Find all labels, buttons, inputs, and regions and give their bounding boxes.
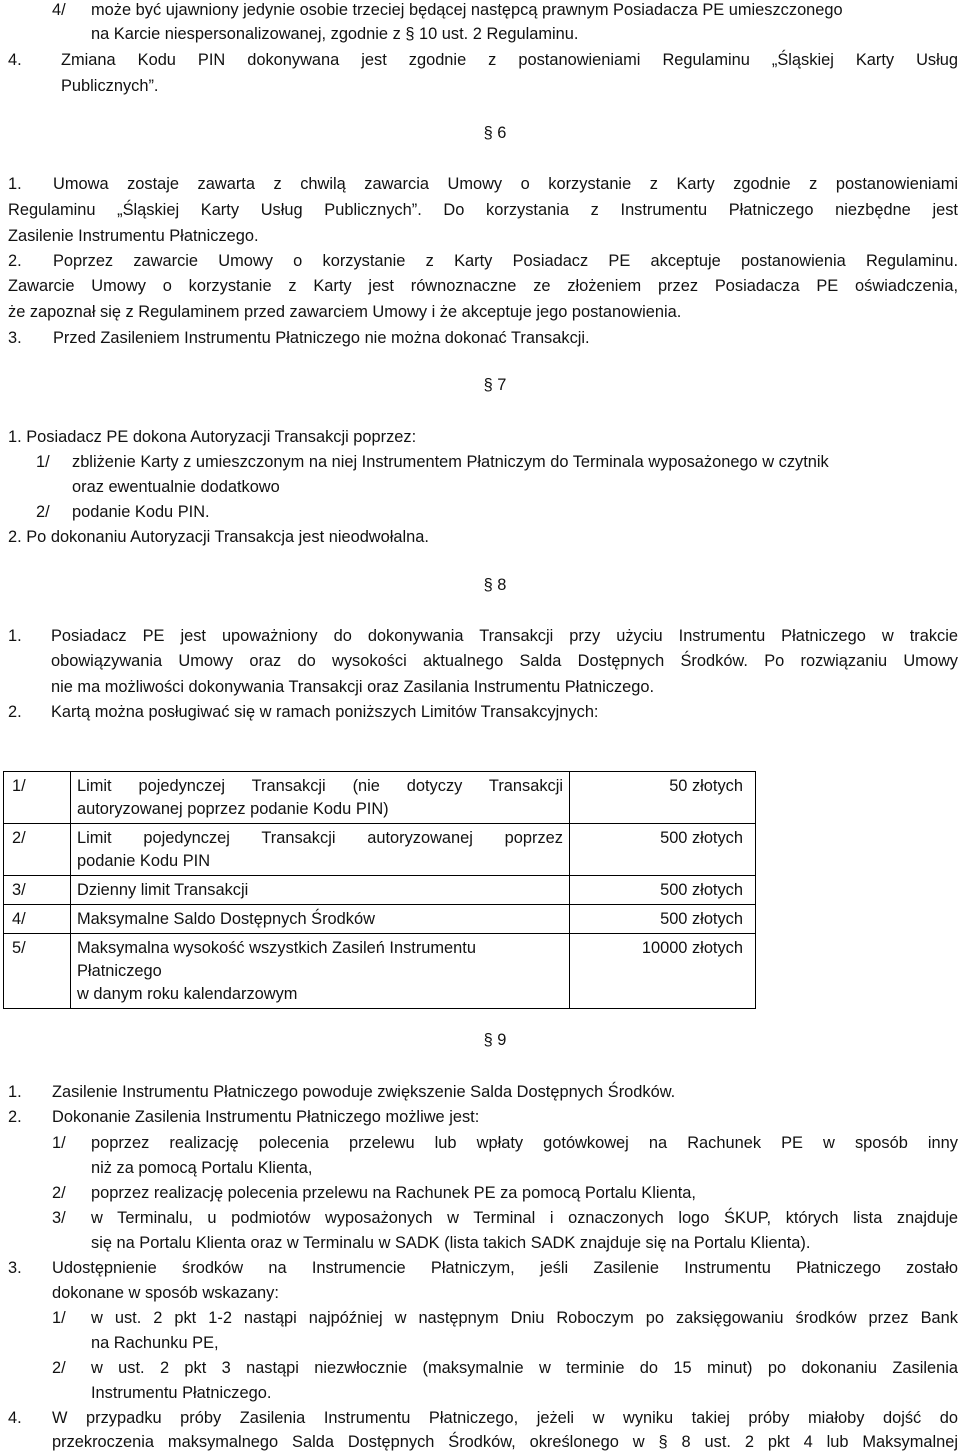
paragraph-line: się na Portalu Klienta oraz w Terminalu w SADK (lista takich SADK znajduje się na Portalu Klienta). <box>91 1234 811 1252</box>
paragraph-line: Przed Zasileniem Instrumentu Płatniczego nie można dokonać Transakcji. <box>53 329 590 347</box>
limit-value: 10000 złotych <box>570 934 756 1009</box>
limit-number: 2/ <box>4 824 71 876</box>
paragraph-line: Zasilenie Instrumentu Płatniczego. <box>8 227 259 245</box>
paragraph-line: Kartą można posługiwać się w ramach poniższych Limitów Transakcyjnych: <box>51 703 599 721</box>
paragraph-line: Udostępnienie środków na Instrumencie Płatniczym, jeśli Zasilenie Instrumentu Płatniczego zostało <box>52 1259 958 1277</box>
limit-description-line: Limit pojedynczej Transakcji (nie dotyczy Transakcji <box>77 777 563 795</box>
limit-value: 500 złotych <box>570 876 756 905</box>
item-number: 2/ <box>52 1359 66 1377</box>
item-number: 1/ <box>52 1309 66 1327</box>
item-number: 4. <box>8 1409 22 1427</box>
section-heading: § 9 <box>483 1031 507 1049</box>
item-number: 1/ <box>52 1134 66 1152</box>
paragraph-line: Umowa zostaje zawarta z chwilą zawarcia Umowy o korzystanie z Karty zgodnie z postanowieniami <box>53 175 958 193</box>
item-number: 3. <box>8 1259 22 1277</box>
item-number: 4. <box>8 51 22 69</box>
limit-description <box>71 824 570 876</box>
limit-value: 500 złotych <box>570 824 756 876</box>
paragraph-line: podanie Kodu PIN. <box>72 503 210 521</box>
limits-table <box>3 771 756 1009</box>
section-heading: § 6 <box>483 124 507 142</box>
item-number: 2. <box>8 703 22 721</box>
limit-description <box>71 772 570 824</box>
limit-number: 1/ <box>4 772 71 824</box>
table-row <box>4 824 756 876</box>
table-row <box>4 905 756 934</box>
limit-number: 5/ <box>4 934 71 1009</box>
item-number: 1/ <box>36 453 50 471</box>
paragraph-line: Dokonanie Zasilenia Instrumentu Płatniczego możliwe jest: <box>52 1108 480 1126</box>
limit-value: 50 złotych <box>570 772 756 824</box>
item-number: 1. <box>8 175 22 193</box>
limit-description-line: autoryzowanej poprzez podanie Kodu PIN) <box>77 800 389 818</box>
paragraph-line: na Karcie niespersonalizowanej, zgodnie z § 10 ust. 2 Regulaminu. <box>91 25 579 43</box>
item-number: 2. <box>8 1108 22 1126</box>
limit-description-line: Maksymalna wysokość wszystkich Zasileń Instrumentu <box>77 939 476 957</box>
item-number: 3. <box>8 329 22 347</box>
paragraph-line: Poprzez zawarcie Umowy o korzystanie z Karty Posiadacz PE akceptuje postanowienia Regulaminu. <box>53 252 958 270</box>
table-row <box>4 772 756 824</box>
paragraph-line: 2. Po dokonaniu Autoryzacji Transakcja jest nieodwołalna. <box>8 528 429 546</box>
limit-description-line: podanie Kodu PIN <box>77 852 211 870</box>
paragraph-line: Zawarcie Umowy o korzystanie z Karty jest równoznaczne ze złożeniem przez Posiadacza PE oświadczenia, <box>8 277 958 295</box>
limit-description-line: Dzienny limit Transakcji <box>77 881 249 899</box>
paragraph-line: na Rachunku PE, <box>91 1334 219 1352</box>
paragraph-line: dokonane w sposób wskazany: <box>52 1284 279 1302</box>
paragraph-line: że zapoznał się z Regulaminem przed zawarciem Umowy i że akceptuje jego postanowienia. <box>8 303 682 321</box>
item-number: 2/ <box>52 1184 66 1202</box>
paragraph-line: 1. Posiadacz PE dokona Autoryzacji Transakcji poprzez: <box>8 428 417 446</box>
limit-description <box>71 876 570 905</box>
limit-description-line: Płatniczego <box>77 962 162 980</box>
paragraph-line: W przypadku próby Zasilenia Instrumentu Płatniczego, jeżeli w wyniku takiej próby miałoby dojść do <box>52 1409 958 1427</box>
paragraph-line: oraz ewentualnie dodatkowo <box>72 478 280 496</box>
limit-description <box>71 905 570 934</box>
paragraph-line: niż za pomocą Portalu Klienta, <box>91 1159 313 1177</box>
limit-description-line: Limit pojedynczej Transakcji autoryzowanej poprzez <box>77 829 563 847</box>
table-row <box>4 876 756 905</box>
item-number: 1. <box>8 1083 22 1101</box>
limit-value: 500 złotych <box>570 905 756 934</box>
section-heading: § 7 <box>483 376 507 394</box>
limit-number: 4/ <box>4 905 71 934</box>
paragraph-line: poprzez realizację polecenia przelewu na Rachunek PE za pomocą Portalu Klienta, <box>91 1184 696 1202</box>
paragraph-line: w ust. 2 pkt 3 nastąpi niezwłocznie (maksymalnie w terminie do 15 minut) po dokonaniu Zasilenia <box>91 1359 958 1377</box>
paragraph-line: może być ujawniony jedynie osobie trzeciej będącej następcą prawnym Posiadacza PE umieszczonego <box>91 1 843 19</box>
limit-number: 3/ <box>4 876 71 905</box>
table-row <box>4 934 756 1009</box>
item-number: 2/ <box>36 503 50 521</box>
paragraph-line: w ust. 2 pkt 1-2 nastąpi najpóźniej w następnym Dniu Roboczym po zaksięgowaniu środków przez Bank <box>91 1309 958 1327</box>
limit-description-line: Maksymalne Saldo Dostępnych Środków <box>77 910 375 928</box>
paragraph-line: Posiadacz PE jest upoważniony do dokonywania Transakcji przy użyciu Instrumentu Płatniczego w trakcie <box>51 627 958 645</box>
section-heading: § 8 <box>483 576 507 594</box>
limit-description-line: w danym roku kalendarzowym <box>77 985 298 1003</box>
item-number: 3/ <box>52 1209 66 1227</box>
paragraph-line: Zmiana Kodu PIN dokonywana jest zgodnie z postanowieniami Regulaminu „Śląskiej Karty Usług <box>61 51 958 69</box>
paragraph-line: poprzez realizację polecenia przelewu lub wpłaty gotówkowej na Rachunek PE w sposób inny <box>91 1134 958 1152</box>
paragraph-line: Regulaminu „Śląskiej Karty Usług Publicznych”. Do korzystania z Instrumentu Płatniczego niezbędne jest <box>8 201 958 219</box>
paragraph-line: w Terminalu, u podmiotów wyposażonych w Terminal i oznaczonych logo ŚKUP, których lista znajduje <box>91 1209 958 1227</box>
paragraph-line: przekroczenia maksymalnego Salda Dostępnych Środków, określonego w § 8 ust. 2 pkt 4 lub Maksymalnej <box>52 1433 958 1451</box>
paragraph-line: obowiązywania Umowy oraz do wysokości aktualnego Salda Dostępnych Środków. Po rozwiązaniu Umowy <box>51 652 958 670</box>
paragraph-line: Zasilenie Instrumentu Płatniczego powoduje zwiększenie Salda Dostępnych Środków. <box>52 1083 676 1101</box>
limit-description <box>71 934 570 1009</box>
item-number: 4/ <box>52 1 66 19</box>
paragraph-line: Instrumentu Płatniczego. <box>91 1384 272 1402</box>
paragraph-line: Publicznych”. <box>61 77 159 95</box>
item-number: 2. <box>8 252 22 270</box>
paragraph-line: zbliżenie Karty z umieszczonym na niej Instrumentem Płatniczym do Terminala wyposażonego w czytnik <box>72 453 829 471</box>
item-number: 1. <box>8 627 22 645</box>
paragraph-line: nie ma możliwości dokonywania Transakcji oraz Zasilania Instrumentu Płatniczego. <box>51 678 655 696</box>
